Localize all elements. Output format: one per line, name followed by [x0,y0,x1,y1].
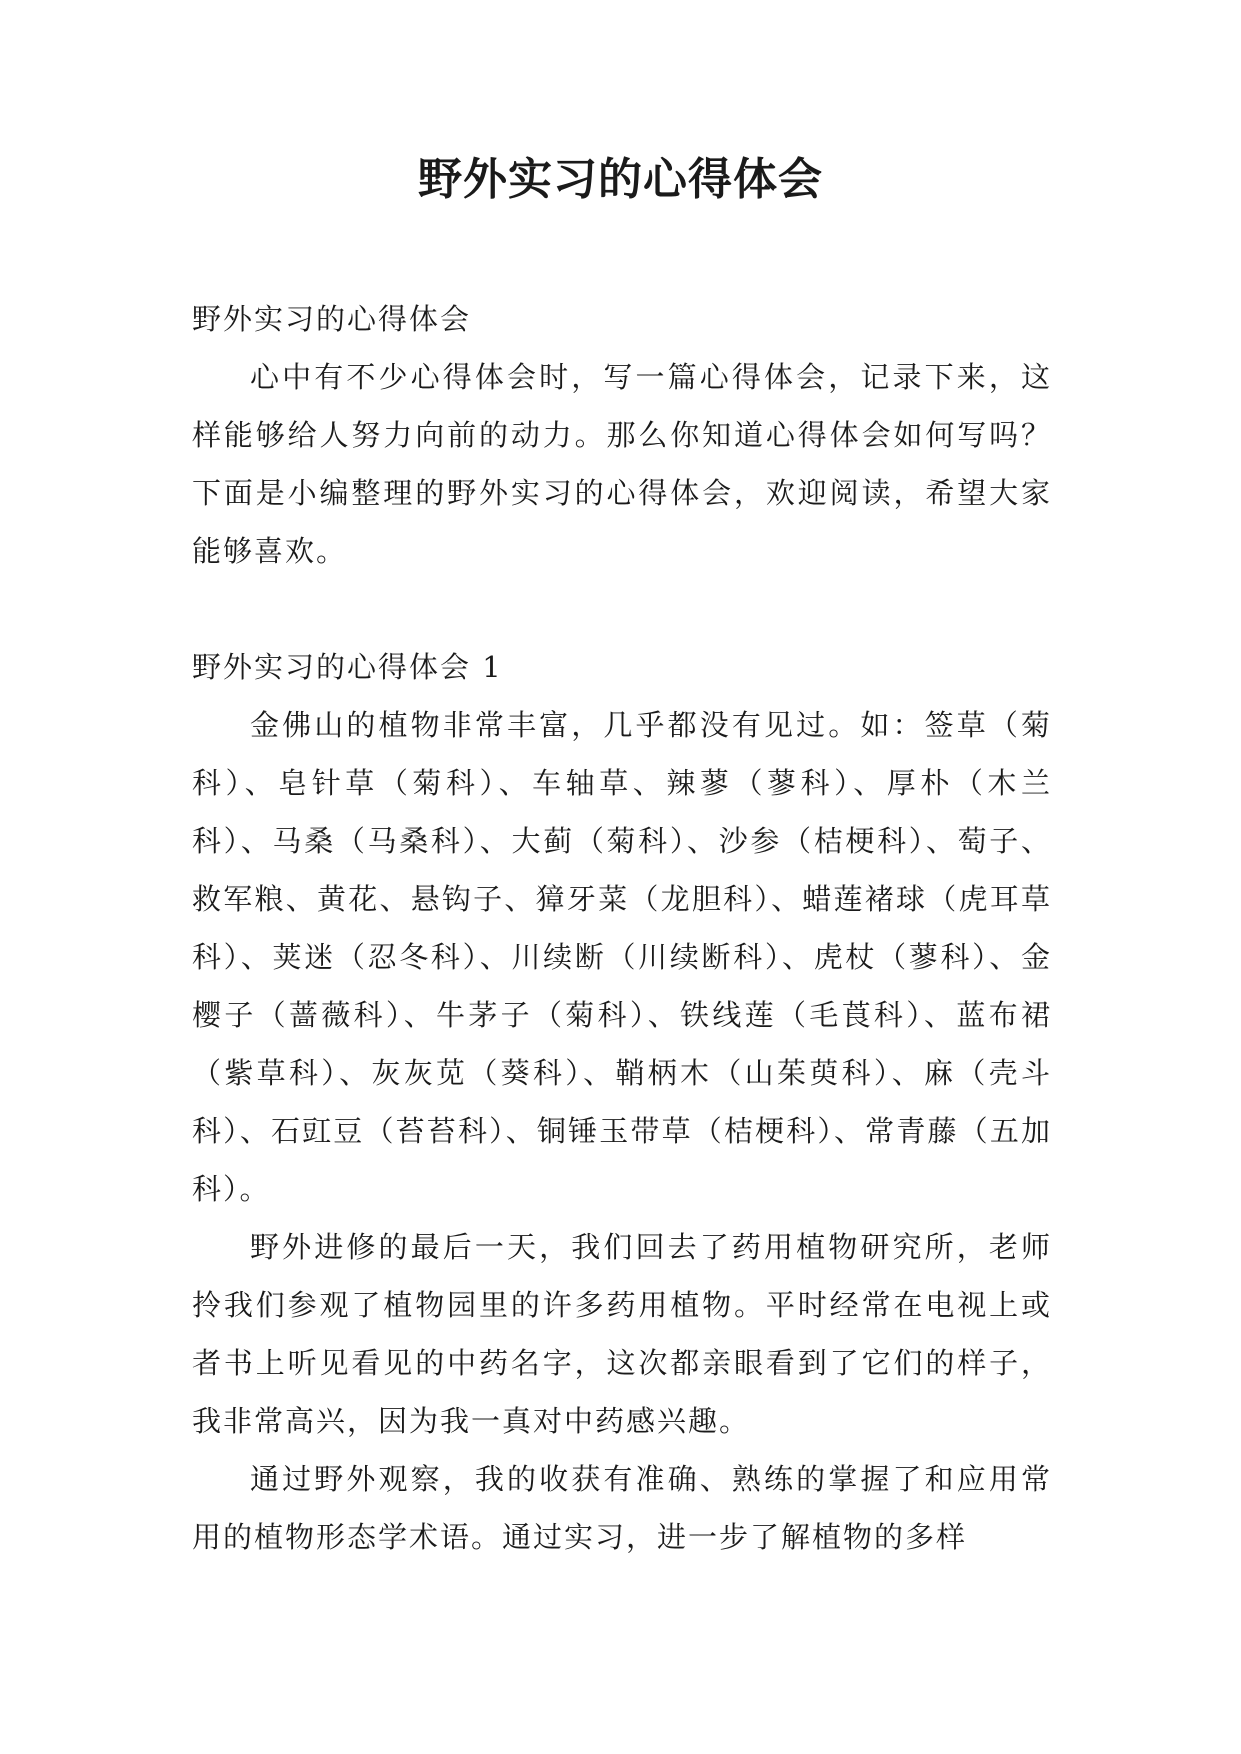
section-paragraph-3: 通过野外观察，我的收获有准确、熟练的掌握了和应用常用的植物形态学术语。通过实习，进一步了解植物的多样 [192,1462,1052,1554]
section-paragraph-2: 野外进修的最后一天，我们回去了药用植物研究所，老师拎我们参观了植物园里的许多药用植物。平时经常在电视上或者书上听见看见的中药名字，这次都亲眼看到了它们的样子，我非常高兴，因为我一真对中药感兴趣。 [192,1230,1052,1438]
document-body [192,290,1052,1566]
section-paragraph-1: 金佛山的植物非常丰富，几乎都没有见过。如：签草（菊科）、皂针草（菊科）、车轴草、辣蓼（蓼科）、厚朴（木兰科）、马桑（马桑科）、大蓟（菊科）、沙参（桔梗科）、萄子、救军粮、黄花、悬钩子、獐牙菜（龙胆科）、蜡莲褚球（虎耳草科）、荚迷（忍冬科）、川续断（川续断科）、虎杖（蓼科）、金樱子（蔷薇科）、牛茅子（菊科）、铁线莲（毛莨科）、蓝布裙（紫草科）、灰灰苋（葵科）、鞘柄木（山茱萸科）、麻（壳斗科）、石豇豆（苔苔科）、铜锤玉带草（桔梗科）、常青藤（五加科）。 [192,708,1052,1206]
document-title: 野外实习的心得体会 [418,154,823,205]
intro-paragraph: 心中有不少心得体会时，写一篇心得体会，记录下来，这样能够给人努力向前的动力。那么你知道心得体会如何写吗？下面是小编整理的野外实习的心得体会，欢迎阅读，希望大家能够喜欢。 [192,360,1052,568]
section-heading: 野外实习的心得体会 1 [192,650,503,684]
paragraph-spacer [192,580,1052,638]
document-heading: 野外实习的心得体会 [192,302,472,336]
